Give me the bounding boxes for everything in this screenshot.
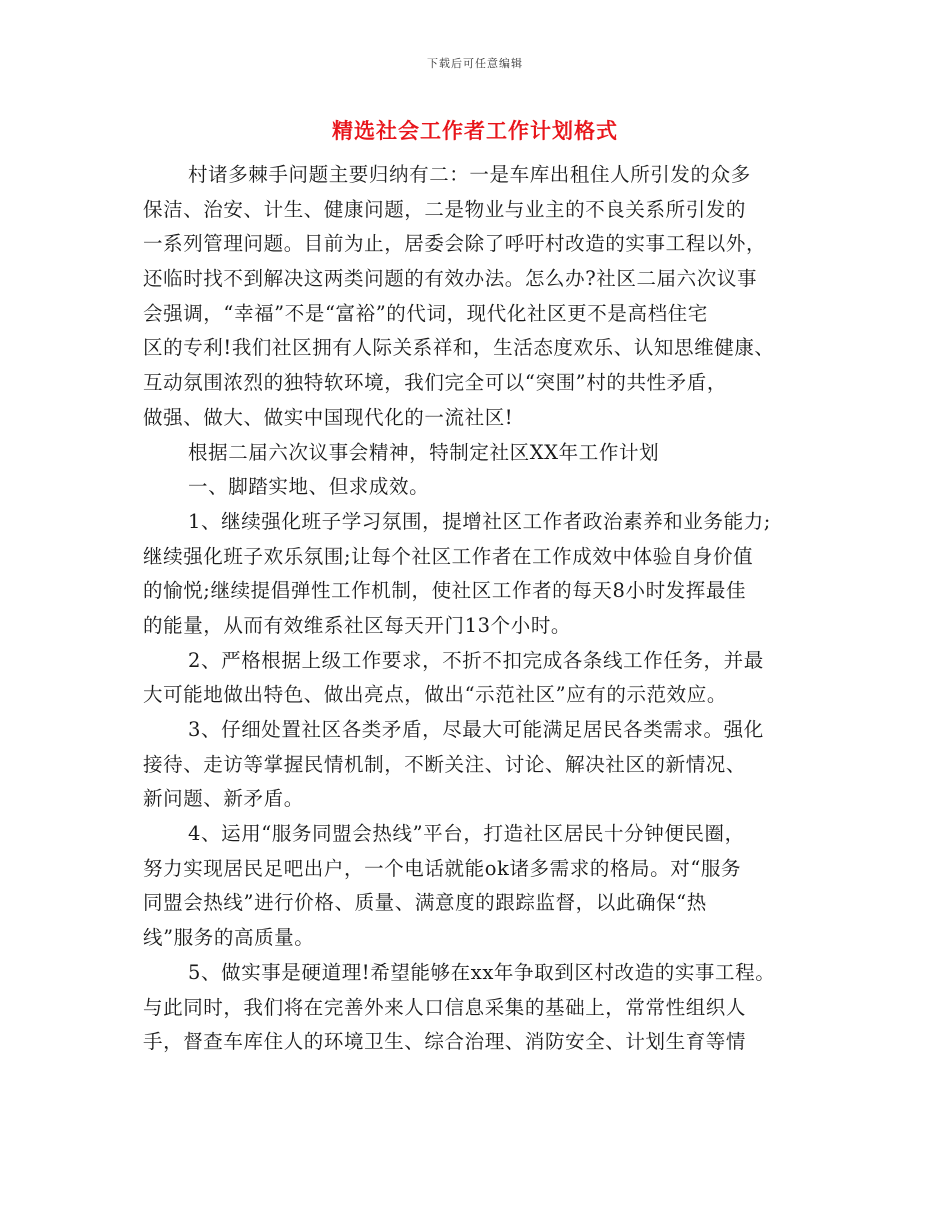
body-text	[143, 158, 823, 1060]
text-line: 手，督查车库住人的环境卫生、综合治理、消防安全、计划生育等情	[143, 1030, 747, 1054]
text-line: 5、做实事是硬道理!希望能够在xx年争取到区村改造的实事工程。	[188, 960, 776, 984]
text-line: 同盟会热线”进行价格、质量、满意度的跟踪监督，以此确保“热	[143, 891, 707, 915]
text-line: 4、运用“服务同盟会热线”平台，打造社区居民十分钟便民圈，	[188, 822, 745, 846]
text-line: 2、严格根据上级工作要求，不折不扣完成各条线工作任务，并最	[188, 648, 764, 672]
text-line: 与此同时，我们将在完善外来人口信息采集的基础上，常常性组织人	[143, 995, 747, 1019]
text-line: 3、仔细处置社区各类矛盾，尽最大可能满足居民各类需求。强化	[188, 718, 764, 741]
text-line: 新问题、新矛盾。	[143, 787, 304, 811]
text-line: 1、继续强化班子学习氛围，提增社区工作者政治素养和业务能力;	[188, 509, 771, 533]
text-line: 还临时找不到解决这两类问题的有效办法。怎么办?社区二届六次议事	[143, 267, 758, 291]
header-note: 下载后可任意编辑	[427, 57, 523, 70]
text-line: 村诸多棘手问题主要归纳有二：一是车库出租住人所引发的众多	[188, 163, 751, 186]
text-line: 继续强化班子欢乐氛围;让每个社区工作者在工作成效中体验自身价值	[143, 544, 754, 568]
text-line: 做强、做大、做实中国现代化的一流社区!	[143, 405, 514, 429]
text-line: 努力实现居民足吧出户，一个电话就能ok诸多需求的格局。对“服务	[143, 856, 742, 880]
text-line: 会强调，“幸福”不是“富裕”的代词，现代化社区更不是高档住宅	[143, 301, 708, 325]
text-line: 一、脚踏实地、但求成效。	[188, 475, 430, 499]
text-line: 互动氛围浓烈的独特软环境，我们完全可以“突围”村的共性矛盾，	[143, 371, 727, 395]
text-line: 的愉悦;继续提倡弹性工作机制，使社区工作者的每天8小时发挥最佳	[143, 579, 747, 603]
text-line: 大可能地做出特色、做出亮点，做出“示范社区”应有的示范效应。	[143, 683, 727, 707]
text-line: 线”服务的高质量。	[143, 926, 315, 950]
text-line: 保洁、治安、计生、健康问题，二是物业与业主的不良关系所引发的	[143, 197, 747, 221]
text-line: 的能量，从而有效维系社区每天开门13个小时。	[143, 613, 572, 637]
document-title: 精选社会工作者工作计划格式	[332, 118, 618, 143]
text-line: 一系列管理问题。目前为止，居委会除了呼吁村改造的实事工程以外，	[143, 232, 767, 256]
text-line: 根据二届六次议事会精神，特制定社区XX年工作计划	[188, 440, 660, 464]
text-line: 区的专利!我们社区拥有人际关系祥和，生活态度欢乐、认知思维健康、	[143, 336, 775, 360]
text-line: 接待、走访等掌握民情机制，不断关注、讨论、解决社区的新情况、	[143, 752, 747, 776]
